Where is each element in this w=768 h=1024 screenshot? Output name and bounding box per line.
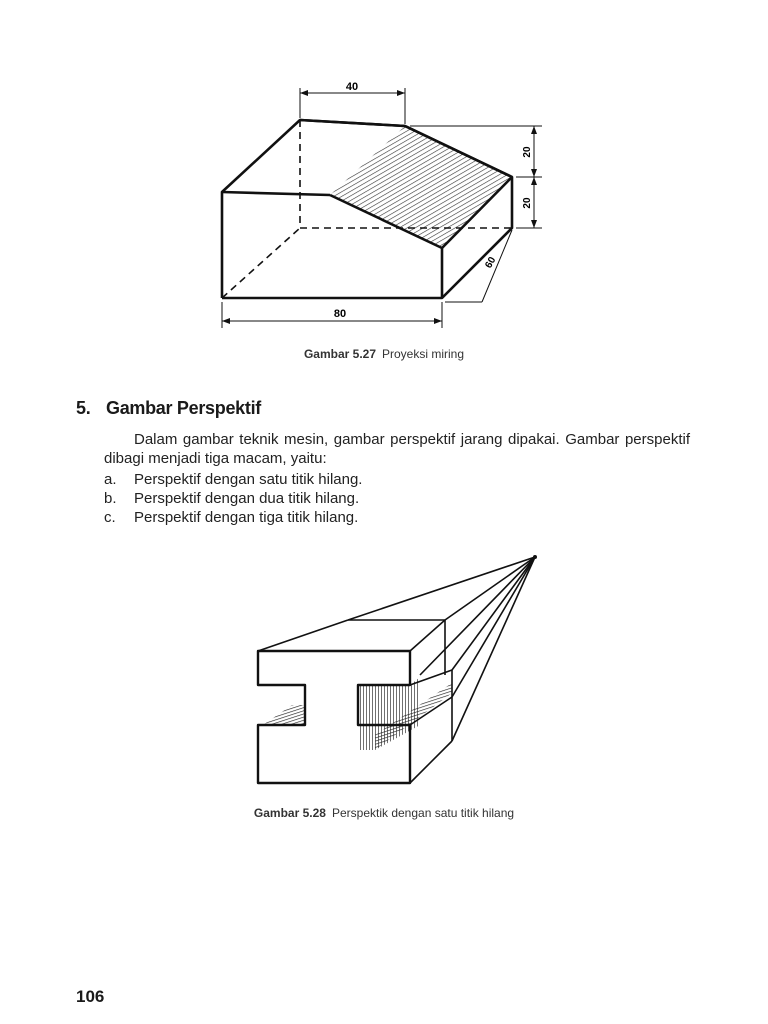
perspective-types-list [104, 470, 362, 527]
vanishing-point [533, 555, 537, 559]
hatched-slope-face [330, 126, 512, 248]
list-item-text: Perspektif dengan satu titik hilang. [134, 471, 363, 488]
dim-base-width: 80 [333, 308, 347, 320]
figure-caption-label: Gambar 5.28 [253, 806, 326, 820]
body-paragraph-text: Dalam gambar teknik mesin, gambar perspektif jarang dipakai. Gambar perspektif dibagi menjadi tiga macam, yaitu: [104, 431, 690, 467]
dim-upper-height: 20 [522, 146, 533, 158]
list-item-marker: a. [104, 471, 117, 488]
figure-caption [0, 806, 768, 820]
list-item-marker: b. [104, 490, 117, 507]
list-item [104, 489, 362, 508]
page-number: 106 [76, 987, 105, 1006]
figure-one-point-perspective [240, 545, 550, 790]
figure-caption-text: Perspektik dengan satu titik hilang [331, 806, 515, 820]
dim-top-width: 40 [345, 81, 359, 93]
figure-caption [0, 347, 768, 361]
list-item-text: Perspektif dengan tiga titik hilang. [134, 509, 359, 526]
list-item-text: Perspektif dengan dua titik hilang. [134, 490, 360, 507]
one-point-perspective-drawing [240, 545, 550, 790]
oblique-projection-drawing [200, 70, 560, 340]
list-item-marker: c. [104, 509, 116, 526]
body-paragraph [104, 430, 690, 468]
lower-flange-top-left [263, 705, 305, 725]
figure-oblique-projection [200, 70, 560, 340]
section-title: Gambar Perspektif [106, 398, 261, 418]
dim-depth: 60 [483, 255, 499, 271]
list-item [104, 508, 362, 527]
dim-lower-height: 20 [522, 197, 533, 209]
figure-caption-text: Proyeksi miring [382, 347, 465, 361]
list-item [104, 470, 362, 489]
figure-caption-label: Gambar 5.27 [303, 347, 376, 361]
section-number: 5. [76, 398, 91, 418]
section-heading [76, 398, 261, 419]
